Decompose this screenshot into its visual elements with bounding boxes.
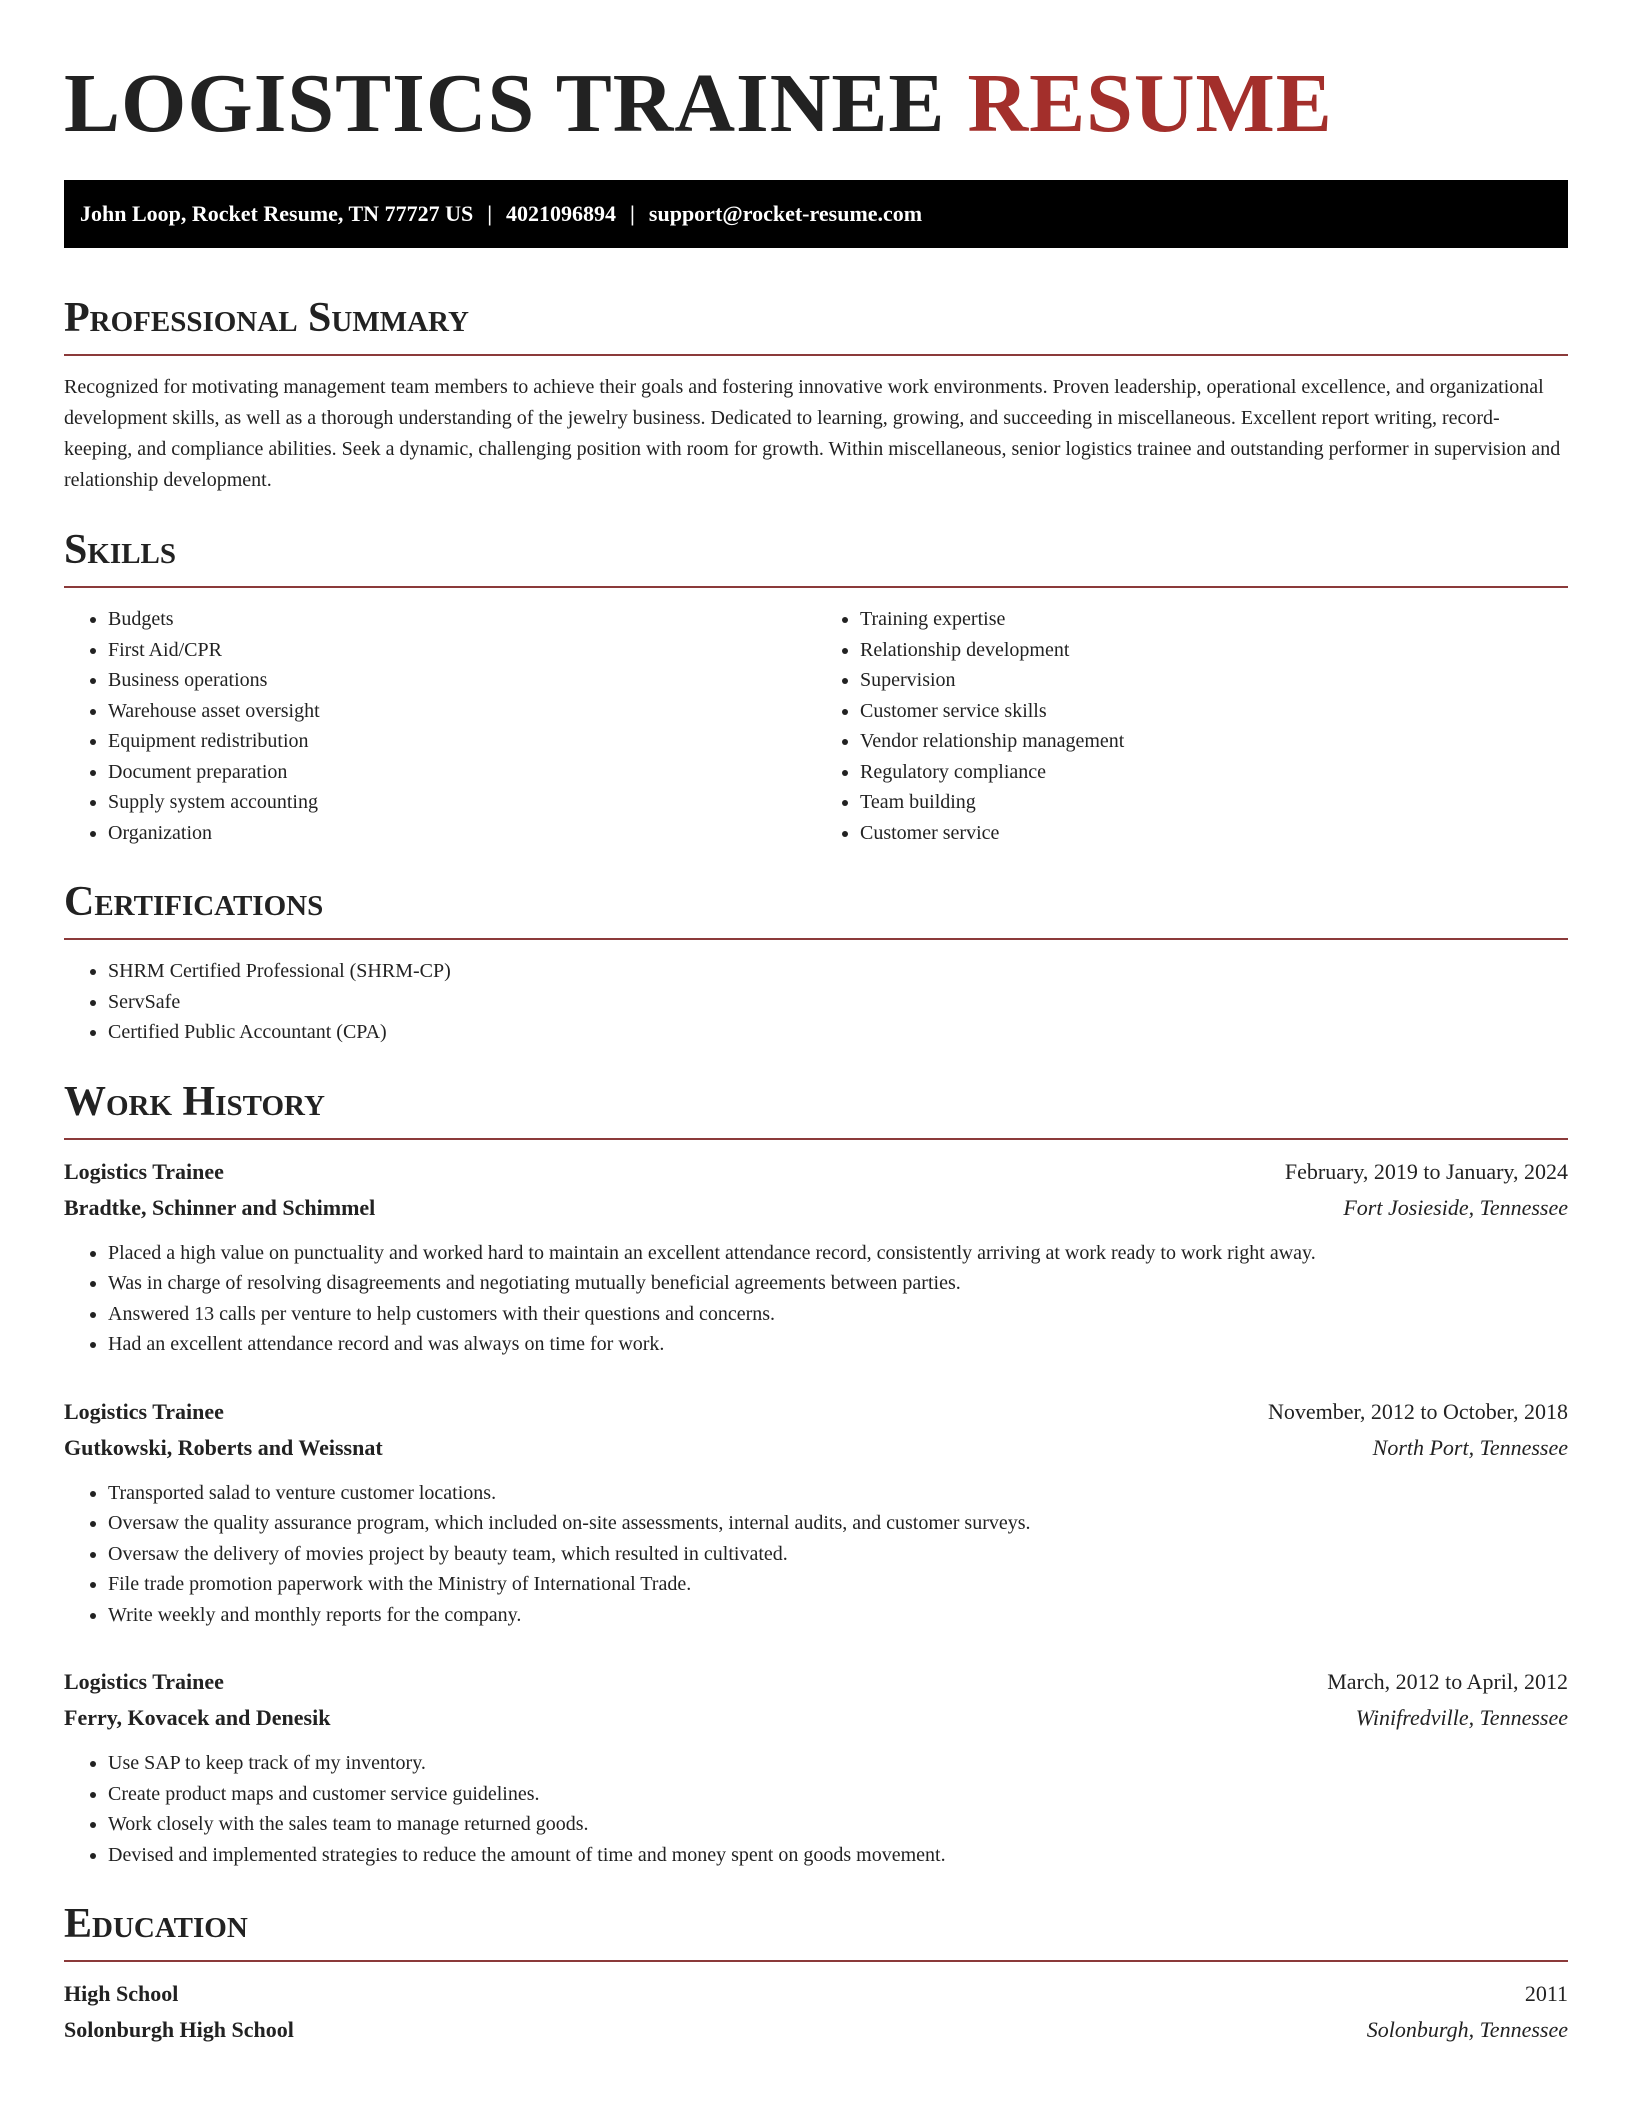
skill-item: • Document preparation [108, 757, 816, 788]
job-bullet: • Oversaw the delivery of movies project by beauty team, which resulted in cultivated. [108, 1539, 1568, 1570]
job-role: Logistics Trainee [64, 1398, 224, 1424]
job-header-row [64, 1394, 1568, 1430]
job-bullet: • Write weekly and monthly reports for the company. [108, 1600, 1568, 1631]
skill-item: • First Aid/CPR [108, 635, 816, 666]
contact-email: support@rocket-resume.com [648, 201, 923, 226]
education-degree: High School [64, 1981, 179, 2006]
job-role: Logistics Trainee [64, 1669, 224, 1694]
job-bullet: • Placed a high value on punctuality and worked hard to maintain an excellent attendance record, consistently arriving at work ready to work right away. [108, 1238, 1568, 1269]
education-year: 2011 [1524, 1981, 1568, 2006]
skill-item: • Supply system accounting [108, 787, 816, 818]
job-bullet: • Oversaw the quality assurance program, which included on-site assessments, internal audits, and customer surveys. [108, 1508, 1568, 1539]
job-entry [64, 1154, 1568, 1360]
job-location: Fort Josieside, Tennessee [1343, 1194, 1568, 1220]
education-section [64, 1898, 1568, 2048]
education-heading: Education [64, 1898, 1568, 1962]
job-bullet: • Answered 13 calls per venture to help customers with their questions and concerns. [108, 1299, 1568, 1330]
skill-item: • Business operations [108, 665, 816, 696]
skills-column-left [64, 588, 816, 848]
job-bullet: • Transported salad to venture customer locations. [108, 1478, 1568, 1509]
skill-item: • Organization [108, 818, 816, 849]
skills-columns [64, 588, 1568, 848]
certification-item: • SHRM Certified Professional (SHRM-CP) [108, 956, 1568, 987]
job-bullet: • File trade promotion paperwork with the Ministry of International Trade. [108, 1569, 1568, 1600]
summary-text: Recognized for motivating management team members to achieve their goals and fostering innovative work environments. Proven leadership, operational excellence, and organizational development skills, as well as a thorough understanding of the jewelry business. Dedicated to learning, growing, and succeeding in miscellaneous. Excellent report writing, record-keeping, and compliance abilities. Seek a dynamic, challenging position with room for growth. Within miscellaneous, senior logistics trainee and outstanding performer in supervision and relationship development. [64, 376, 1561, 491]
work-history-heading: Work History [64, 1076, 1568, 1140]
job-role: Logistics Trainee [64, 1158, 224, 1184]
title-accent: RESUME [967, 57, 1333, 150]
job-company-row [64, 1190, 1568, 1226]
contact-separator: | [487, 201, 493, 226]
skills-list-right [816, 604, 1568, 848]
summary-section [64, 292, 1568, 496]
job-bullets [64, 1478, 1568, 1631]
certifications-list [64, 956, 1568, 1048]
education-location: Solonburgh, Tennessee [1366, 2017, 1568, 2042]
skill-item: • Team building [860, 787, 1568, 818]
work-history-section [64, 1076, 1568, 1871]
education-school-row [64, 2012, 1568, 2048]
skill-item: • Customer service [860, 818, 1568, 849]
skill-item: • Warehouse asset oversight [108, 696, 816, 727]
job-company: Gutkowski, Roberts and Weissnat [64, 1434, 383, 1460]
job-bullet: • Work closely with the sales team to manage returned goods. [108, 1809, 1568, 1840]
contact-phone: 4021096894 [506, 201, 617, 226]
job-company-row [64, 1700, 1568, 1736]
job-entry [64, 1394, 1568, 1631]
job-company-row [64, 1430, 1568, 1466]
skill-item: • Training expertise [860, 604, 1568, 635]
skill-item: • Regulatory compliance [860, 757, 1568, 788]
job-header-row [64, 1154, 1568, 1190]
job-location: North Port, Tennessee [1372, 1434, 1568, 1460]
contact-bar [64, 180, 1568, 248]
skill-item: • Equipment redistribution [108, 726, 816, 757]
job-dates: November, 2012 to October, 2018 [1267, 1398, 1568, 1424]
job-bullets [64, 1238, 1568, 1360]
job-bullet: • Had an excellent attendance record and was always on time for work. [108, 1329, 1568, 1360]
skill-item: • Vendor relationship management [860, 726, 1568, 757]
skill-item: • Relationship development [860, 635, 1568, 666]
job-company: Ferry, Kovacek and Denesik [64, 1705, 331, 1730]
job-company: Bradtke, Schinner and Schimmel [64, 1194, 376, 1220]
contact-separator: | [630, 201, 635, 226]
contact-address: John Loop, Rocket Resume, TN 77727 US [80, 201, 474, 226]
job-header-row [64, 1664, 1568, 1700]
job-dates: February, 2019 to January, 2024 [1284, 1158, 1568, 1184]
skills-section [64, 524, 1568, 848]
education-school: Solonburgh High School [64, 2017, 294, 2042]
certifications-section [64, 876, 1568, 1048]
job-entry [64, 1664, 1568, 1870]
job-bullet: • Use SAP to keep track of my inventory. [108, 1748, 1568, 1779]
certifications-heading: Certifications [64, 876, 1568, 940]
education-entry [64, 1976, 1568, 2048]
job-bullet: • Create product maps and customer service guidelines. [108, 1779, 1568, 1810]
job-dates: March, 2012 to April, 2012 [1327, 1669, 1568, 1694]
skills-heading: Skills [64, 524, 1568, 588]
job-bullet: • Devised and implemented strategies to reduce the amount of time and money spent on goods movement. [108, 1840, 1568, 1871]
skills-list-left [64, 604, 816, 848]
education-header-row [64, 1976, 1568, 2012]
job-bullet: • Was in charge of resolving disagreements and negotiating mutually beneficial agreements between parties. [108, 1268, 1568, 1299]
skill-item: • Supervision [860, 665, 1568, 696]
certification-item: • ServSafe [108, 987, 1568, 1018]
skill-item: • Budgets [108, 604, 816, 635]
summary-heading: Professional Summary [64, 292, 1568, 356]
certification-item: • Certified Public Accountant (CPA) [108, 1017, 1568, 1048]
skills-column-right [816, 588, 1568, 848]
job-location: Winifredville, Tennessee [1355, 1705, 1568, 1730]
job-bullets [64, 1748, 1568, 1870]
skill-item: • Customer service skills [860, 696, 1568, 727]
title-main: LOGISTICS TRAINEE [64, 57, 946, 150]
resume-title [64, 0, 1568, 152]
